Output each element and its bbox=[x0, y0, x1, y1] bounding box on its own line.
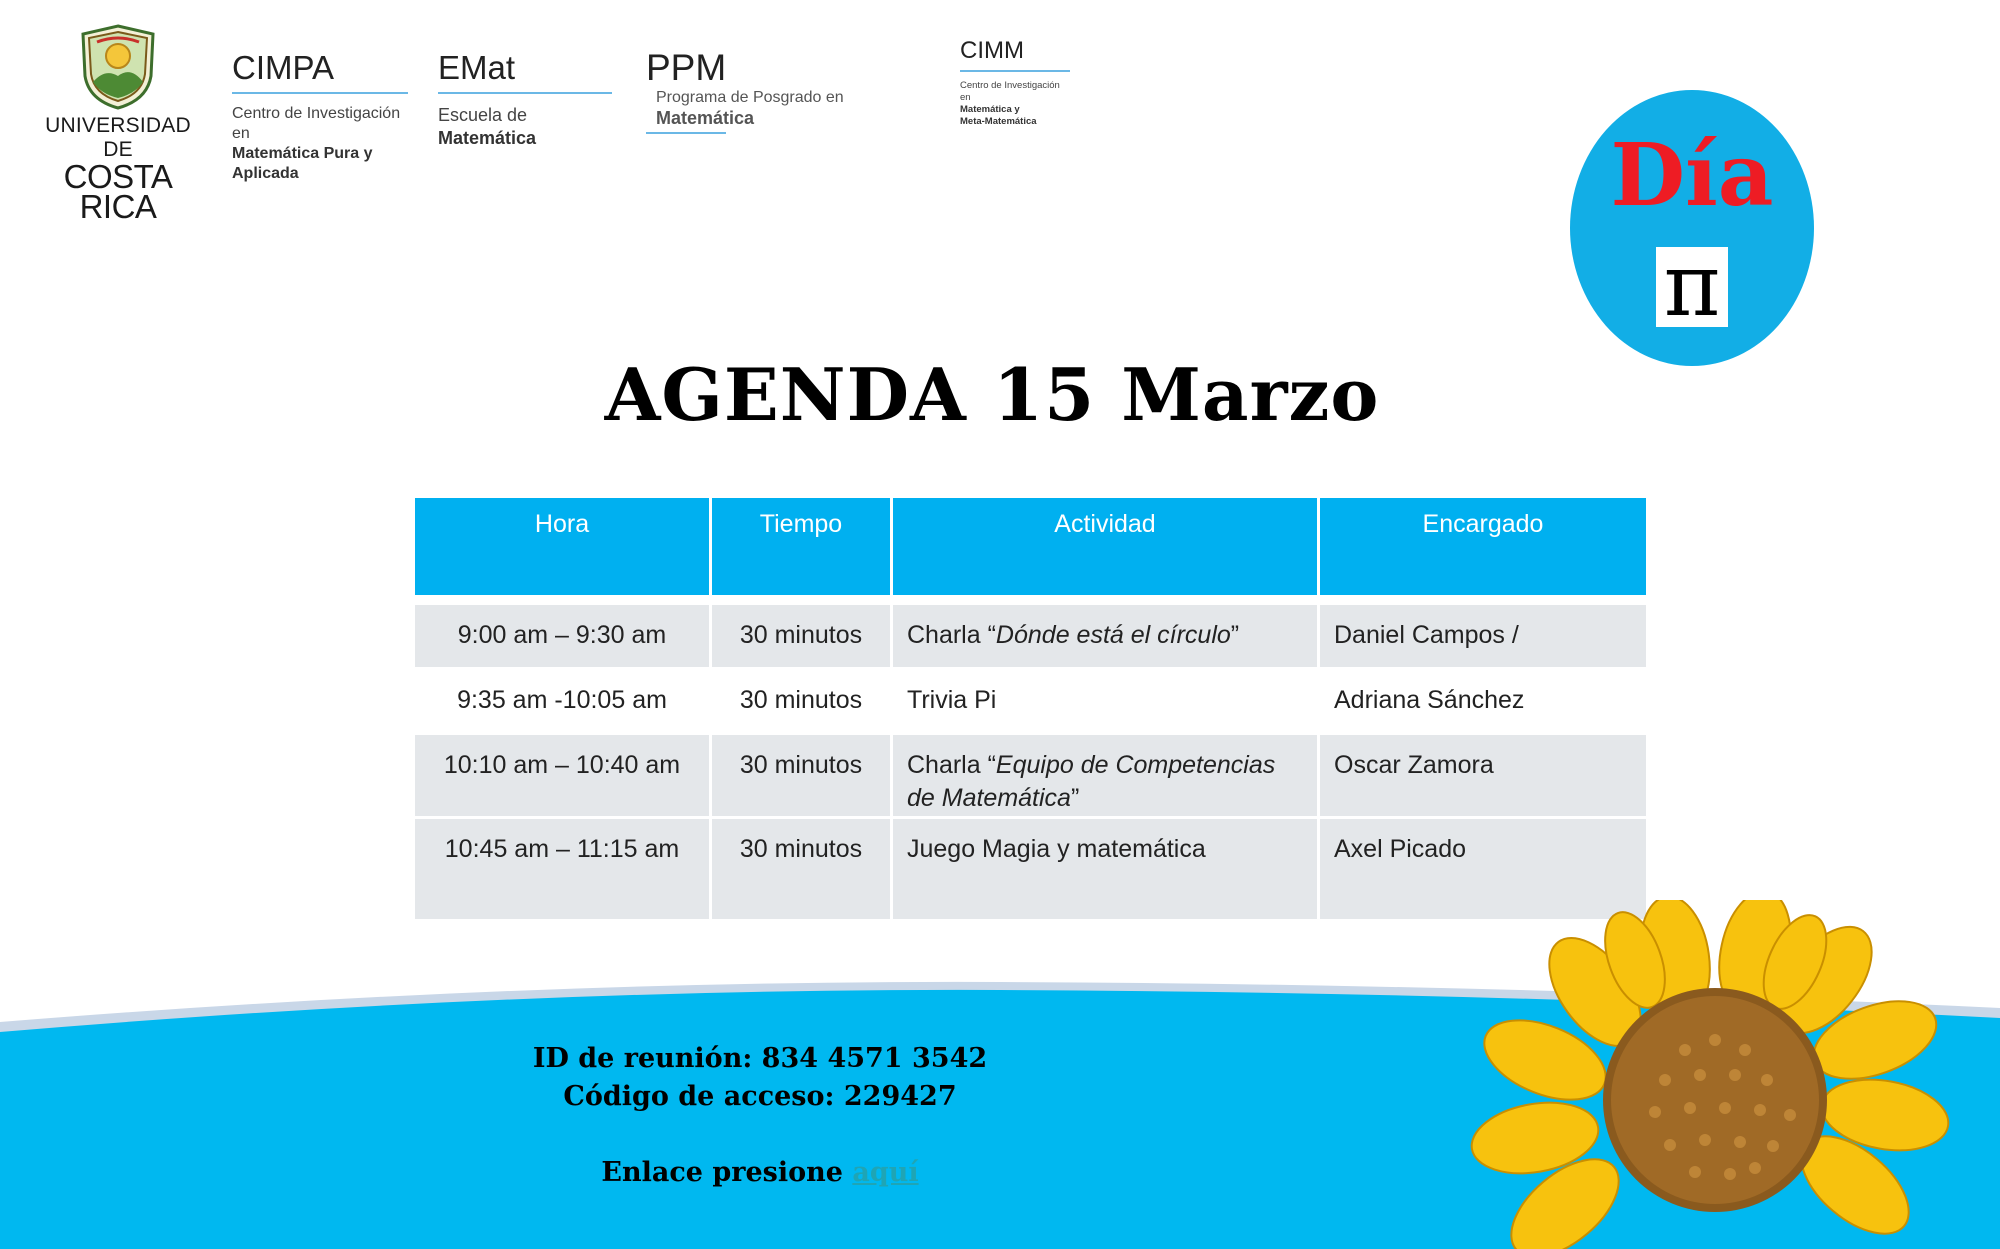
cell-encargado: Adriana Sánchez bbox=[1320, 670, 1646, 732]
emat-rule bbox=[438, 92, 612, 94]
ppm-rule bbox=[646, 132, 726, 134]
access-code: Código de acceso: 229427 bbox=[563, 1081, 957, 1112]
header-tiempo: Tiempo bbox=[712, 498, 890, 595]
dia-word: Día bbox=[1610, 125, 1774, 226]
emat-desc bbox=[438, 104, 612, 150]
meeting-link[interactable]: aquí bbox=[852, 1157, 919, 1188]
table-header-row bbox=[415, 498, 1646, 595]
ppm-abbr: PPM bbox=[646, 47, 727, 88]
cell-hora: 9:35 am -10:05 am bbox=[415, 670, 709, 732]
activity-title: Dónde está el círculo bbox=[995, 621, 1231, 649]
table-row bbox=[415, 735, 1646, 816]
cimm-desc-line3: Meta-Matemática bbox=[960, 116, 1037, 127]
activity-text: Charla “ bbox=[907, 621, 996, 649]
cimpa-desc-line2: Matemática Pura y bbox=[232, 145, 373, 162]
sunflower-image bbox=[1455, 900, 2000, 1249]
activity-text: Charla “ bbox=[907, 751, 996, 779]
cell-actividad bbox=[893, 735, 1317, 816]
pi-symbol: π bbox=[1656, 247, 1728, 327]
cimpa-logo bbox=[232, 50, 408, 184]
cimpa-abbr: CIMPA bbox=[232, 49, 335, 86]
cimm-logo bbox=[960, 38, 1070, 128]
ppm-desc bbox=[656, 88, 844, 130]
cell-hora: 10:10 am – 10:40 am bbox=[415, 735, 709, 816]
emat-abbr: EMat bbox=[438, 49, 516, 86]
header-actividad: Actividad bbox=[893, 498, 1317, 595]
meeting-id: ID de reunión: 834 4571 3542 bbox=[532, 1043, 988, 1074]
cell-actividad bbox=[893, 670, 1317, 732]
agenda-table bbox=[412, 495, 1649, 922]
table-row bbox=[415, 605, 1646, 667]
cell-hora: 9:00 am – 9:30 am bbox=[415, 605, 709, 667]
table-spacer bbox=[415, 598, 1646, 602]
cimpa-desc-line1: Centro de Investigación en bbox=[232, 105, 401, 142]
cimm-desc-line2: Matemática y bbox=[960, 104, 1020, 115]
cell-tiempo: 30 minutos bbox=[712, 735, 890, 816]
ucr-logo bbox=[38, 24, 198, 225]
cimpa-desc-line3: Aplicada bbox=[232, 165, 299, 182]
header-encargado: Encargado bbox=[1320, 498, 1646, 595]
emat-desc-line2: Matemática bbox=[438, 128, 537, 148]
emat-logo bbox=[438, 50, 612, 150]
cell-encargado: Axel Picado bbox=[1320, 819, 1646, 919]
ppm-logo bbox=[646, 47, 918, 144]
cell-encargado: Daniel Campos / bbox=[1320, 605, 1646, 667]
cell-hora: 10:45 am – 11:15 am bbox=[415, 819, 709, 919]
cell-tiempo: 30 minutos bbox=[712, 819, 890, 919]
ucr-name-line1: UNIVERSIDAD DE bbox=[45, 114, 191, 161]
page-title: AGENDA 15 Marzo bbox=[604, 352, 1380, 437]
activity-close: ” bbox=[1070, 784, 1080, 812]
ucr-name-line2: COSTA RICA bbox=[63, 158, 173, 225]
cimm-rule bbox=[960, 70, 1070, 72]
activity-text: Trivia Pi bbox=[907, 686, 997, 714]
cell-tiempo: 30 minutos bbox=[712, 605, 890, 667]
ppm-desc-line2: Matemática bbox=[656, 108, 755, 128]
meeting-info bbox=[480, 1040, 1040, 1192]
link-prefix: Enlace presione bbox=[601, 1157, 853, 1188]
cimpa-rule bbox=[232, 92, 408, 94]
activity-close: ” bbox=[1230, 621, 1240, 649]
header-hora: Hora bbox=[415, 498, 709, 595]
ppm-desc-line1: Programa de Posgrado en bbox=[656, 89, 844, 106]
cell-actividad bbox=[893, 819, 1317, 919]
ucr-seal-icon bbox=[79, 24, 157, 110]
cimm-abbr: CIMM bbox=[960, 37, 1024, 64]
emat-desc-line1: Escuela de bbox=[438, 105, 528, 125]
cimm-desc-line1: Centro de Investigación en bbox=[960, 80, 1060, 103]
activity-text: Juego Magia y matemática bbox=[907, 835, 1206, 863]
cell-encargado: Oscar Zamora bbox=[1320, 735, 1646, 816]
cimm-desc bbox=[960, 80, 1070, 128]
cell-tiempo: 30 minutos bbox=[712, 670, 890, 732]
activity-title: Equipo de Competencias de Matemática bbox=[907, 751, 1276, 812]
link-line bbox=[480, 1154, 1040, 1192]
table-row bbox=[415, 670, 1646, 732]
cimpa-desc bbox=[232, 104, 408, 184]
cell-actividad bbox=[893, 605, 1317, 667]
